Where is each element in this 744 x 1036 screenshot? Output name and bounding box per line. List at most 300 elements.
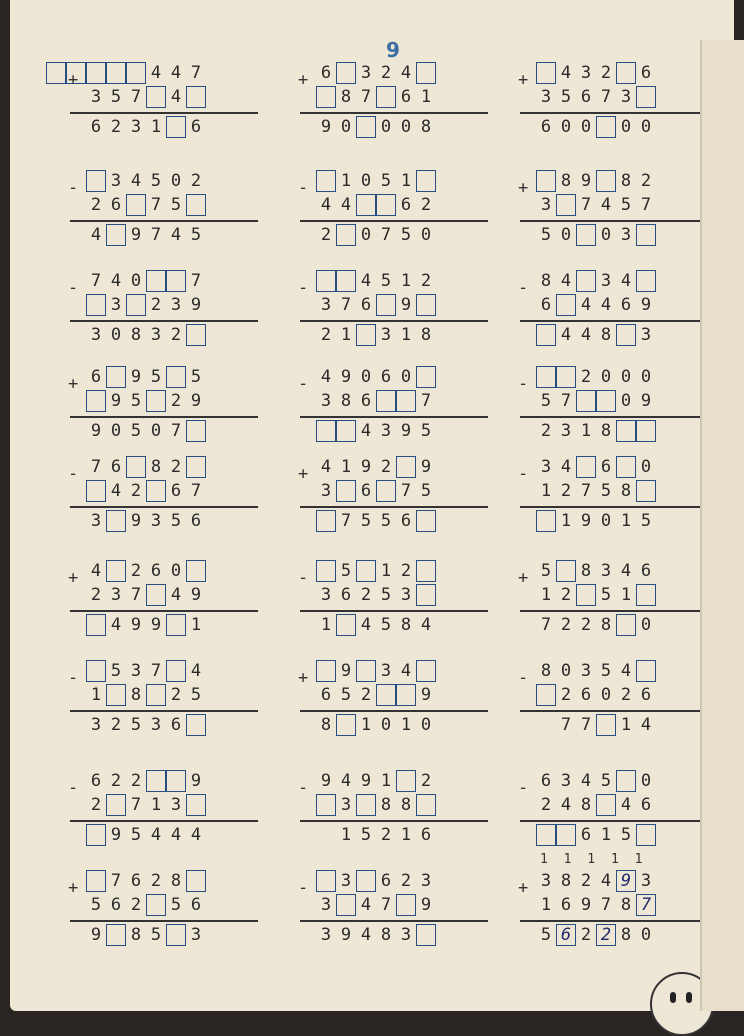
- plus-sign: +: [518, 878, 529, 898]
- blank-box[interactable]: [106, 366, 126, 388]
- blank-box[interactable]: [126, 194, 146, 216]
- sum-line: [70, 506, 258, 508]
- blank-box[interactable]: [416, 560, 436, 582]
- digit: 6: [540, 117, 552, 137]
- minus-sign: -: [68, 464, 79, 484]
- blank-box[interactable]: [416, 510, 436, 532]
- blank-box[interactable]: [86, 870, 106, 892]
- operand-row: [86, 660, 206, 682]
- blank-box[interactable]: [316, 270, 336, 292]
- blank-box[interactable]: [186, 194, 206, 216]
- digit: 2: [620, 685, 632, 705]
- digit: 0: [130, 271, 142, 291]
- blank-box[interactable]: [536, 170, 556, 192]
- blank-box[interactable]: [536, 366, 556, 388]
- digit: 9: [90, 421, 102, 441]
- blank-box[interactable]: [86, 170, 106, 192]
- blank-box[interactable]: [556, 366, 576, 388]
- blank-box[interactable]: [106, 924, 126, 946]
- blank-box[interactable]: [416, 660, 436, 682]
- digit: 1: [380, 771, 392, 791]
- digit: 3: [90, 87, 102, 107]
- blank-box[interactable]: [396, 456, 416, 478]
- blank-box[interactable]: [616, 770, 636, 792]
- digit: 0: [640, 925, 652, 945]
- blank-box[interactable]: [536, 824, 556, 846]
- answer-row: [86, 420, 206, 442]
- digit: 7: [90, 271, 102, 291]
- digit: 0: [420, 225, 432, 245]
- digit: 3: [580, 661, 592, 681]
- blank-box[interactable]: [316, 170, 336, 192]
- digit: 4: [130, 171, 142, 191]
- digit: 3: [110, 171, 122, 191]
- blank-box[interactable]: [336, 420, 356, 442]
- operand-row: [316, 270, 436, 292]
- digit: 4: [600, 195, 612, 215]
- problem-21: [516, 660, 716, 760]
- digit: 9: [90, 925, 102, 945]
- digit: 0: [600, 367, 612, 387]
- digit: 9: [360, 457, 372, 477]
- digit: 3: [110, 585, 122, 605]
- blank-box[interactable]: [316, 660, 336, 682]
- blank-box[interactable]: [576, 584, 596, 606]
- blank-box[interactable]: [556, 194, 576, 216]
- digit: 8: [150, 457, 162, 477]
- digit: 4: [170, 63, 182, 83]
- blank-box[interactable]: [146, 770, 166, 792]
- blank-box[interactable]: [576, 224, 596, 246]
- digit: 6: [380, 871, 392, 891]
- operand-row: [316, 390, 436, 412]
- digit: 3: [620, 87, 632, 107]
- blank-box[interactable]: [86, 390, 106, 412]
- digit: 9: [340, 925, 352, 945]
- sum-line: [70, 610, 258, 612]
- digit: 9: [150, 615, 162, 635]
- blank-box[interactable]: [336, 894, 356, 916]
- blank-box[interactable]: [106, 224, 126, 246]
- operand-row: [316, 366, 436, 388]
- blank-box[interactable]: [86, 614, 106, 636]
- digit: 2: [130, 561, 142, 581]
- digit: 5: [130, 825, 142, 845]
- blank-box[interactable]: [86, 62, 106, 84]
- digit: 1: [400, 325, 412, 345]
- carry-marks: 1 1 1 1 1: [540, 852, 647, 867]
- blank-box[interactable]: [376, 294, 396, 316]
- digit: 0: [640, 367, 652, 387]
- operand-row: [536, 86, 656, 108]
- blank-box[interactable]: [146, 480, 166, 502]
- digit: 3: [400, 585, 412, 605]
- digit: 3: [600, 271, 612, 291]
- blank-box[interactable]: [86, 480, 106, 502]
- digit: 5: [170, 195, 182, 215]
- digit: 7: [130, 585, 142, 605]
- digit: 4: [580, 325, 592, 345]
- blank-box[interactable]: [316, 420, 336, 442]
- digit: 5: [190, 685, 202, 705]
- answer-row: [536, 116, 656, 138]
- digit: 8: [560, 871, 572, 891]
- blank-box[interactable]: [416, 794, 436, 816]
- digit: 7: [560, 391, 572, 411]
- digit: 6: [360, 391, 372, 411]
- blank-box[interactable]: [166, 660, 186, 682]
- blank-box[interactable]: [106, 684, 126, 706]
- blank-box[interactable]: [146, 86, 166, 108]
- operand-row: [316, 684, 436, 706]
- digit: 5: [150, 171, 162, 191]
- blank-box[interactable]: [556, 294, 576, 316]
- blank-box[interactable]: [416, 584, 436, 606]
- blank-box[interactable]: [186, 324, 206, 346]
- blank-box[interactable]: [596, 390, 616, 412]
- problem-16: [66, 560, 266, 660]
- blank-box[interactable]: [636, 270, 656, 292]
- blank-box[interactable]: [186, 420, 206, 442]
- digit: 6: [190, 117, 202, 137]
- blank-box[interactable]: [616, 614, 636, 636]
- digit: 2: [150, 871, 162, 891]
- blank-box[interactable]: [396, 390, 416, 412]
- blank-box[interactable]: [636, 584, 656, 606]
- blank-box[interactable]: [316, 560, 336, 582]
- operand-row: [316, 86, 436, 108]
- digit: 9: [190, 295, 202, 315]
- digit: 2: [130, 895, 142, 915]
- digit: 0: [560, 661, 572, 681]
- blank-box[interactable]: [356, 116, 376, 138]
- digit: 4: [170, 225, 182, 245]
- digit: 3: [560, 771, 572, 791]
- blank-box[interactable]: [66, 62, 86, 84]
- digit: 1: [600, 825, 612, 845]
- digit: 9: [420, 895, 432, 915]
- digit: 2: [190, 171, 202, 191]
- blank-box[interactable]: [186, 456, 206, 478]
- digit: 1: [90, 685, 102, 705]
- blank-box[interactable]: [86, 824, 106, 846]
- digit: 3: [340, 795, 352, 815]
- blank-box[interactable]: [416, 62, 436, 84]
- digit: 0: [400, 117, 412, 137]
- digit: 6: [400, 511, 412, 531]
- blank-box[interactable]: [106, 560, 126, 582]
- digit: 6: [540, 771, 552, 791]
- blank-box[interactable]: [166, 270, 186, 292]
- blank-box[interactable]: [616, 456, 636, 478]
- digit: 9: [640, 391, 652, 411]
- blank-box[interactable]: [126, 456, 146, 478]
- blank-box[interactable]: [556, 560, 576, 582]
- blank-box[interactable]: [166, 116, 186, 138]
- problem-20: [296, 660, 496, 760]
- digit: 0: [380, 117, 392, 137]
- answer-row: [336, 824, 436, 846]
- blank-box[interactable]: [316, 86, 336, 108]
- blank-box[interactable]: [376, 86, 396, 108]
- digit: 2: [360, 685, 372, 705]
- operand-row: [536, 170, 656, 192]
- operand-row: [86, 684, 206, 706]
- minus-sign: -: [298, 278, 309, 298]
- blank-box[interactable]: [396, 684, 416, 706]
- digit: 8: [170, 871, 182, 891]
- operand-row: [86, 86, 206, 108]
- digit: 7: [640, 195, 652, 215]
- digit: 3: [620, 225, 632, 245]
- digit: 7: [600, 895, 612, 915]
- digit: 7: [560, 715, 572, 735]
- operand-row: [316, 62, 436, 84]
- blank-box[interactable]: [186, 86, 206, 108]
- digit: 4: [360, 925, 372, 945]
- digit: 1: [400, 271, 412, 291]
- blank-box[interactable]: [336, 62, 356, 84]
- sum-line: [70, 710, 258, 712]
- answer-row: [536, 924, 656, 946]
- blank-box[interactable]: [166, 366, 186, 388]
- digit: 3: [380, 325, 392, 345]
- blank-box[interactable]: [46, 62, 66, 84]
- digit: 2: [380, 457, 392, 477]
- blank-box[interactable]: [416, 924, 436, 946]
- sum-line: [300, 610, 488, 612]
- digit: 3: [380, 661, 392, 681]
- blank-box[interactable]: [576, 456, 596, 478]
- digit: 7: [190, 271, 202, 291]
- digit: 7: [90, 457, 102, 477]
- blank-box[interactable]: [356, 660, 376, 682]
- blank-box[interactable]: [336, 480, 356, 502]
- digit: 8: [400, 615, 412, 635]
- digit: 5: [380, 511, 392, 531]
- blank-box[interactable]: [376, 684, 396, 706]
- blank-box[interactable]: [186, 794, 206, 816]
- digit: 0: [110, 325, 122, 345]
- digit: 6: [190, 895, 202, 915]
- digit: 8: [130, 685, 142, 705]
- blank-box[interactable]: [336, 714, 356, 736]
- digit: 4: [170, 87, 182, 107]
- blank-box[interactable]: [576, 270, 596, 292]
- digit: 7: [340, 295, 352, 315]
- blank-box[interactable]: [166, 770, 186, 792]
- digit: 4: [560, 795, 572, 815]
- blank-box[interactable]: [166, 614, 186, 636]
- blank-box[interactable]: [146, 584, 166, 606]
- blank-box[interactable]: [636, 824, 656, 846]
- digit: 6: [580, 87, 592, 107]
- blank-box[interactable]: [316, 870, 336, 892]
- digit: 0: [560, 225, 572, 245]
- digit: 1: [190, 615, 202, 635]
- operand-row: [536, 870, 656, 892]
- digit: 7: [190, 63, 202, 83]
- plus-sign: +: [68, 374, 79, 394]
- digit: 1: [580, 421, 592, 441]
- blank-box[interactable]: [396, 770, 416, 792]
- blank-box[interactable]: [106, 510, 126, 532]
- sum-line: [70, 416, 258, 418]
- digit: 1: [620, 715, 632, 735]
- digit: 4: [620, 661, 632, 681]
- digit: 6: [360, 295, 372, 315]
- problem-5: [296, 170, 496, 270]
- blank-box[interactable]: [616, 324, 636, 346]
- blank-box[interactable]: [536, 684, 556, 706]
- blank-box[interactable]: [636, 224, 656, 246]
- problem-6: [516, 170, 716, 270]
- blank-box[interactable]: [126, 294, 146, 316]
- problem-13: [66, 456, 266, 556]
- blank-box[interactable]: [536, 510, 556, 532]
- digit: 1: [400, 715, 412, 735]
- blank-box[interactable]: [616, 62, 636, 84]
- blank-box[interactable]: [86, 660, 106, 682]
- blank-box[interactable]: [536, 62, 556, 84]
- operand-row: [536, 684, 656, 706]
- problem-4: [66, 170, 266, 270]
- blank-box[interactable]: [416, 366, 436, 388]
- blank-box[interactable]: [146, 270, 166, 292]
- problem-12: [516, 366, 716, 466]
- digit: 9: [340, 661, 352, 681]
- blank-box[interactable]: [186, 560, 206, 582]
- digit: 4: [190, 825, 202, 845]
- blank-box[interactable]: [616, 420, 636, 442]
- digit: 6: [400, 195, 412, 215]
- blank-box[interactable]: [596, 170, 616, 192]
- blank-box[interactable]: [576, 390, 596, 412]
- blank-box[interactable]: [106, 794, 126, 816]
- digit: 3: [340, 871, 352, 891]
- sum-line: [520, 416, 708, 418]
- blank-box[interactable]: [376, 480, 396, 502]
- digit: 4: [580, 771, 592, 791]
- operand-row: [316, 560, 436, 582]
- minus-sign: -: [518, 464, 529, 484]
- blank-box[interactable]: [416, 294, 436, 316]
- blank-box[interactable]: [336, 614, 356, 636]
- blank-box[interactable]: [146, 390, 166, 412]
- blank-box[interactable]: [356, 194, 376, 216]
- blank-box[interactable]: [186, 870, 206, 892]
- blank-box[interactable]: [636, 660, 656, 682]
- blank-box[interactable]: [596, 116, 616, 138]
- blank-box[interactable]: [636, 420, 656, 442]
- digit: 5: [360, 825, 372, 845]
- blank-box[interactable]: [336, 224, 356, 246]
- digit: 0: [640, 457, 652, 477]
- operand-row: [316, 794, 436, 816]
- digit: 6: [600, 457, 612, 477]
- operand-row: [536, 584, 656, 606]
- blank-box[interactable]: [376, 194, 396, 216]
- digit: 8: [620, 171, 632, 191]
- digit: 1: [320, 615, 332, 635]
- digit: 8: [130, 325, 142, 345]
- blank-box[interactable]: [316, 510, 336, 532]
- blank-box[interactable]: [146, 894, 166, 916]
- blank-box[interactable]: [536, 324, 556, 346]
- digit: 6: [640, 63, 652, 83]
- blank-box[interactable]: [396, 894, 416, 916]
- sum-line: [520, 710, 708, 712]
- digit: 5: [130, 391, 142, 411]
- digit: 9: [130, 225, 142, 245]
- blank-box[interactable]: [356, 324, 376, 346]
- digit: 2: [320, 325, 332, 345]
- digit: 8: [620, 481, 632, 501]
- blank-box[interactable]: [596, 794, 616, 816]
- blank-box[interactable]: [316, 794, 336, 816]
- minus-sign: -: [518, 668, 529, 688]
- minus-sign: -: [298, 568, 309, 588]
- digit: 6: [380, 367, 392, 387]
- blank-box[interactable]: [356, 870, 376, 892]
- digit: 2: [400, 871, 412, 891]
- digit: 9: [420, 685, 432, 705]
- blank-box[interactable]: [356, 560, 376, 582]
- blank-box[interactable]: [636, 86, 656, 108]
- digit: 4: [340, 195, 352, 215]
- blank-box[interactable]: [186, 714, 206, 736]
- answer-row: [86, 614, 206, 636]
- digit: 3: [150, 715, 162, 735]
- operand-row: [316, 870, 436, 892]
- digit: 1: [620, 585, 632, 605]
- blank-box[interactable]: [356, 794, 376, 816]
- blank-box[interactable]: [376, 390, 396, 412]
- problem-17: [296, 560, 496, 660]
- digit: 0: [560, 117, 572, 137]
- digit: 5: [340, 561, 352, 581]
- blank-box[interactable]: [556, 824, 576, 846]
- digit: 2: [170, 325, 182, 345]
- digit: 5: [110, 661, 122, 681]
- answer-row: [536, 824, 656, 846]
- filled-box: 2: [596, 924, 616, 946]
- blank-box[interactable]: [126, 62, 146, 84]
- blank-box[interactable]: [106, 62, 126, 84]
- blank-box[interactable]: [146, 684, 166, 706]
- digit: 6: [90, 367, 102, 387]
- minus-sign: -: [68, 278, 79, 298]
- digit: 3: [420, 871, 432, 891]
- digit: 2: [110, 117, 122, 137]
- blank-box[interactable]: [596, 714, 616, 736]
- digit: 6: [580, 685, 592, 705]
- problem-9: [516, 270, 716, 370]
- digit: 5: [110, 87, 122, 107]
- digit: 4: [360, 271, 372, 291]
- blank-box[interactable]: [336, 270, 356, 292]
- blank-box[interactable]: [416, 170, 436, 192]
- sum-line: [300, 416, 488, 418]
- next-page-edge: [700, 40, 744, 1011]
- blank-box[interactable]: [166, 924, 186, 946]
- minus-sign: -: [298, 374, 309, 394]
- digit: 5: [360, 511, 372, 531]
- answer-row: [316, 614, 436, 636]
- digit: 8: [380, 925, 392, 945]
- blank-box[interactable]: [636, 480, 656, 502]
- blank-box[interactable]: [86, 294, 106, 316]
